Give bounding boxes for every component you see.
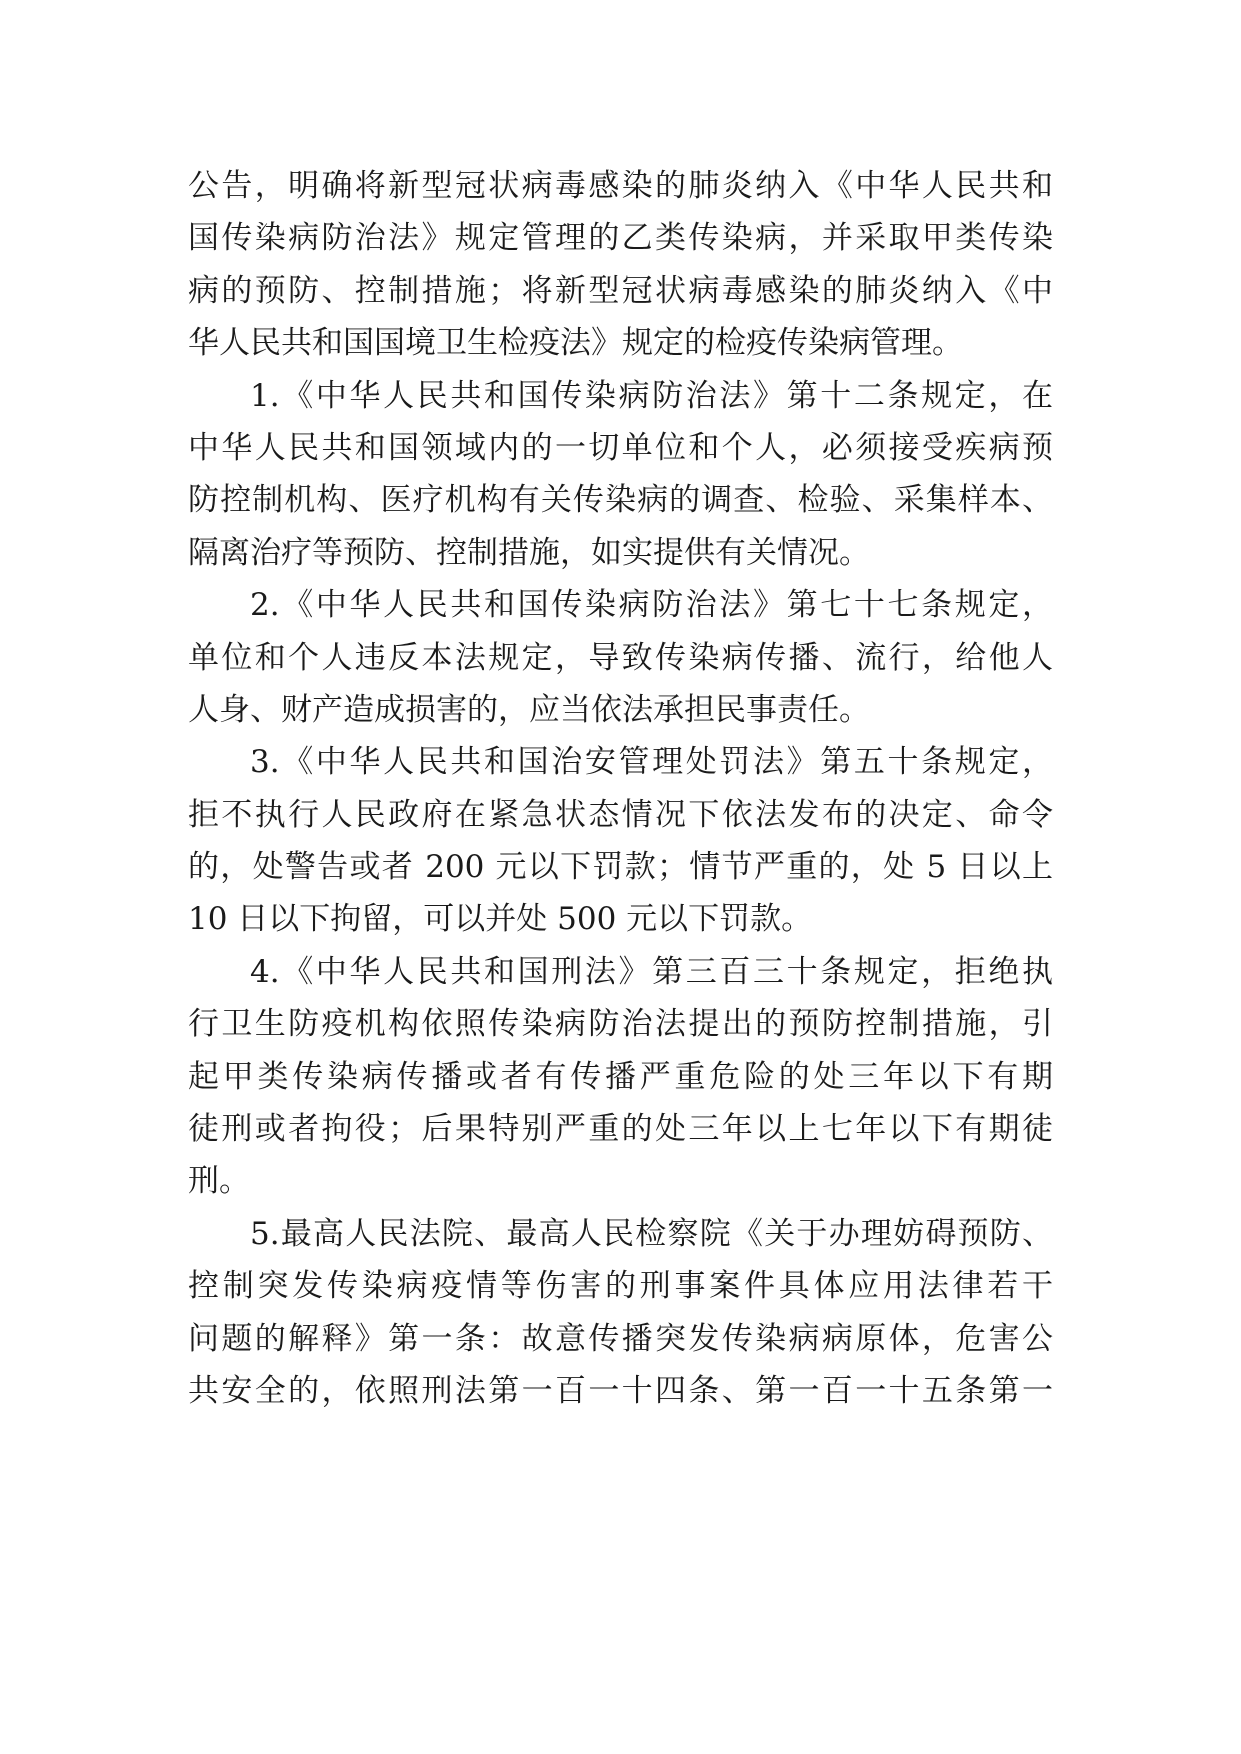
text-line: 1.《中华人民共和国传染病防治法》第十二条规定，在	[250, 377, 1053, 414]
text-line: 华人民共和国国境卫生检疫法》规定的检疫传染病管理。	[188, 325, 963, 362]
text-line: 拒不执行人民政府在紧急状态情况下依法发布的决定、命令	[188, 796, 1053, 833]
text-line: 病的预防、控制措施；将新型冠状病毒感染的肺炎纳入《中	[188, 272, 1053, 309]
text-line: 控制突发传染病疫情等伤害的刑事案件具体应用法律若干	[188, 1268, 1053, 1305]
text-line: 共安全的，依照刑法第一百一十四条、第一百一十五条第一	[188, 1372, 1053, 1409]
text-line: 刑。	[188, 1163, 250, 1200]
text-line: 问题的解释》第一条：故意传播突发传染病病原体，危害公	[188, 1320, 1053, 1357]
document-body	[188, 160, 1053, 1417]
text-line: 国传染病防治法》规定管理的乙类传染病，并采取甲类传染	[188, 220, 1053, 257]
text-line: 的，处警告或者 200 元以下罚款；情节严重的，处 5 日以上	[188, 849, 1053, 886]
text-line: 公告，明确将新型冠状病毒感染的肺炎纳入《中华人民共和	[188, 168, 1053, 204]
text-line: 单位和个人违反本法规定，导致传染病传播、流行，给他人	[188, 639, 1053, 676]
text-line: 4.《中华人民共和国刑法》第三百三十条规定，拒绝执	[250, 953, 1053, 990]
text-line: 行卫生防疫机构依照传染病防治法提出的预防控制措施，引	[188, 1006, 1053, 1043]
text-line: 防控制机构、医疗机构有关传染病的调查、检验、采集样本、	[188, 482, 1053, 519]
text-line: 起甲类传染病传播或者有传播严重危险的处三年以下有期	[188, 1058, 1053, 1095]
text-line: 人身、财产造成损害的，应当依法承担民事责任。	[188, 691, 870, 728]
text-line: 10 日以下拘留，可以并处 500 元以下罚款。	[188, 901, 813, 938]
text-line: 隔离治疗等预防、控制措施，如实提供有关情况。	[188, 534, 870, 571]
text-line: 5.最高人民法院、最高人民检察院《关于办理妨碍预防、	[250, 1215, 1053, 1252]
text-line: 中华人民共和国领域内的一切单位和个人，必须接受疾病预	[188, 429, 1053, 466]
text-line: 2.《中华人民共和国传染病防治法》第七十七条规定，	[250, 587, 1053, 624]
text-line: 徒刑或者拘役；后果特别严重的处三年以上七年以下有期徒	[188, 1111, 1053, 1148]
text-line: 3.《中华人民共和国治安管理处罚法》第五十条规定，	[250, 744, 1053, 781]
